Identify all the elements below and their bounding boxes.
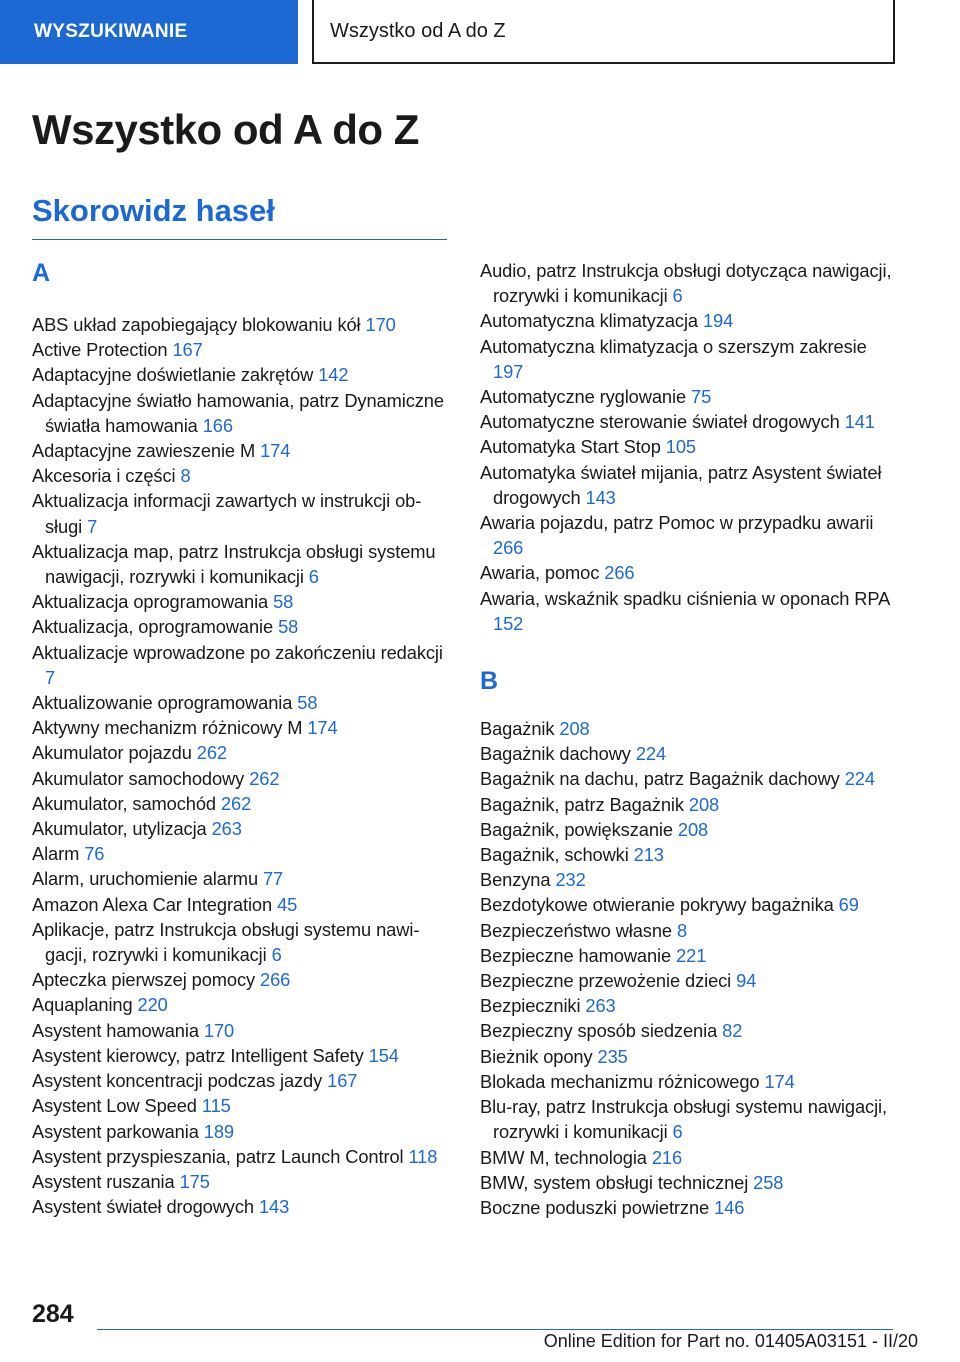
index-entry: [480, 560, 898, 585]
index-entry: [32, 841, 450, 866]
index-entry: [32, 539, 450, 589]
index-entry-page-link[interactable]: 6: [308, 566, 319, 588]
index-entry: [480, 586, 898, 636]
index-entry-text: Automatyczna klimatyzacja: [480, 310, 703, 332]
index-entry-page-link[interactable]: 69: [838, 894, 859, 916]
index-entry-text: Aktualizacje wprowadzone po zakończeniu redakcji: [32, 641, 443, 663]
index-entry-text: Akumulator, utylizacja: [32, 818, 212, 840]
index-entry: [32, 488, 450, 538]
index-entry-page-link[interactable]: 8: [676, 919, 688, 941]
index-entry-page-link[interactable]: 6: [672, 1121, 683, 1143]
index-entry-page-link[interactable]: 235: [597, 1045, 628, 1067]
index-entry-text: Akumulator, samochód: [32, 792, 221, 814]
header-chapter-label: Wszystko od A do Z: [330, 19, 506, 42]
index-list-a-right: [480, 258, 898, 636]
index-entry-text: Apteczka pierwszej pomocy: [32, 969, 261, 991]
index-entry: [32, 816, 450, 841]
index-entry-page-link[interactable]: 208: [559, 718, 590, 740]
index-entry-page-link[interactable]: 152: [493, 612, 524, 634]
index-entry-text: Asystent Low Speed: [32, 1095, 202, 1117]
footer-divider: [97, 1329, 893, 1330]
index-entry-text: Asystent świateł drogowych: [32, 1196, 259, 1218]
index-entry: [480, 384, 898, 409]
index-entry: [32, 1068, 450, 1093]
index-entry: [32, 892, 450, 917]
index-entry: [32, 766, 450, 791]
index-entry-text: Automatyczne sterowanie świateł drogowych: [480, 411, 845, 433]
index-entry-page-link[interactable]: 154: [368, 1044, 399, 1066]
index-entry-text: Awaria, pomoc: [480, 562, 605, 584]
index-entry-page-link[interactable]: 208: [688, 793, 720, 815]
index-entry-page-link[interactable]: 58: [278, 616, 299, 638]
index-entry-page-link[interactable]: 7: [87, 515, 98, 537]
index-entry-page-link[interactable]: 266: [604, 562, 635, 584]
index-entry: [32, 388, 450, 438]
index-entry: [480, 716, 898, 741]
index-entry-page-link[interactable]: 6: [271, 944, 282, 966]
index-entry-text: Alarm, uruchomienie alarmu: [32, 868, 263, 890]
index-entry-text: BMW, system obsługi technicznej: [480, 1171, 754, 1193]
index-entry: [480, 510, 898, 560]
index-entry-text: Asystent ruszania: [32, 1170, 180, 1192]
index-entry: [32, 791, 450, 816]
index-entry-text: Akumulator pojazdu: [32, 742, 197, 764]
index-entry: [32, 1018, 450, 1043]
index-entry-text: Bagażnik: [480, 718, 560, 740]
index-entry-page-link[interactable]: 8: [180, 465, 191, 487]
index-entry: [480, 1145, 898, 1170]
index-entry-page-link[interactable]: 6: [672, 285, 683, 307]
index-entry-text: Asystent parkowania: [32, 1120, 204, 1142]
index-entry-text: Bagażnik na dachu, patrz Bagażnik dachowy: [480, 768, 845, 790]
header-chapter-title: [312, 0, 895, 64]
section-divider: [32, 239, 447, 240]
index-entry-text: ABS układ zapobiegający blokowaniu kół: [32, 314, 366, 335]
letter-heading-b: B: [480, 667, 499, 696]
letter-heading-a: A: [32, 259, 51, 287]
index-entry: [480, 409, 898, 434]
index-entry-page-link[interactable]: 7: [45, 666, 56, 688]
index-entry: [480, 1094, 898, 1144]
index-entry-page-link[interactable]: 266: [493, 537, 524, 559]
index-entry-page-link[interactable]: 262: [249, 767, 280, 789]
index-entry: [32, 362, 450, 387]
index-entry-text: Aktualizacja, oprogramowanie: [32, 616, 279, 638]
index-entry-text: Asystent hamowania: [32, 1019, 204, 1041]
index-entry: [32, 589, 450, 614]
index-entry-page-link[interactable]: 118: [408, 1145, 438, 1167]
index-entry-page-link[interactable]: 143: [258, 1196, 290, 1218]
index-entry: [480, 460, 898, 510]
index-entry: [32, 1194, 450, 1219]
index-entry: [32, 640, 450, 690]
index-entry: [32, 1169, 450, 1194]
index-entry-text: Blu-ray, patrz Instrukcja obsługi systemu nawigacji, rozrywki i komunikacji: [480, 1096, 887, 1143]
index-entry-text: Bezdotykowe otwieranie pokrywy bagażnika: [480, 894, 839, 916]
index-entry-page-link[interactable]: 224: [635, 743, 667, 765]
index-entry-text: Aktualizacja oprogramowania: [32, 591, 274, 613]
index-entry-page-link[interactable]: 224: [844, 768, 875, 790]
index-entry-page-link[interactable]: 45: [277, 893, 298, 915]
index-entry-text: Aktualizacja informacji zawartych w instrukcji obsługi: [32, 490, 422, 537]
index-entry-text: Aktywny mechanizm różnicowy M: [32, 717, 308, 739]
index-entry-page-link[interactable]: 263: [585, 995, 616, 1017]
index-entry-page-link[interactable]: 220: [137, 994, 168, 1016]
index-entry-page-link[interactable]: 221: [676, 944, 707, 966]
index-entry-text: Aquaplaning: [32, 994, 138, 1016]
index-entry-text: Benzyna: [480, 869, 556, 891]
index-entry-text: Alarm: [32, 843, 85, 865]
index-entry-page-link[interactable]: 262: [220, 792, 252, 814]
index-entry-page-link[interactable]: 115: [201, 1095, 231, 1117]
header-tab-search[interactable]: [0, 0, 298, 64]
index-entry-text: Akcesoria i części: [32, 465, 181, 487]
index-entry-page-link[interactable]: 58: [297, 692, 318, 714]
index-entry-page-link[interactable]: 143: [585, 486, 616, 508]
index-entry-text: Bagażnik, schowki: [480, 844, 634, 866]
index-column-left: [32, 258, 450, 1219]
index-entry-text: Asystent kierowcy, patrz Intelligent Safety: [32, 1044, 369, 1066]
index-entry-page-link[interactable]: 141: [844, 411, 875, 433]
index-entry-text: Automatyczna klimatyzacja o szerszym zakresie: [480, 335, 867, 357]
index-entry: [480, 308, 898, 333]
index-entry: [480, 766, 898, 791]
index-list-a-left: [32, 312, 450, 1219]
index-entry-text: Bagażnik, powiększanie: [480, 818, 678, 840]
index-entry-text: Bieżnik opony: [480, 1045, 598, 1067]
index-entry-text: Adaptacyjne zawieszenie M: [32, 440, 261, 462]
index-entry-page-link[interactable]: 232: [555, 869, 586, 891]
index-entry-page-link[interactable]: 76: [84, 843, 105, 865]
index-entry-text: Bezpieczny sposób siedzenia: [480, 1020, 723, 1042]
index-entry-page-link[interactable]: 82: [722, 1020, 743, 1042]
index-entry-text: Asystent koncentracji podczas jazdy: [32, 1070, 328, 1092]
index-entry: [32, 715, 450, 740]
index-entry: [32, 740, 450, 765]
index-entry: [480, 1069, 898, 1094]
page-title: Wszystko od A do Z: [32, 106, 419, 153]
page-number: 284: [32, 1300, 74, 1328]
index-entry-text: Akumulator samochodowy: [32, 767, 250, 789]
index-entry-page-link[interactable]: 266: [260, 969, 291, 991]
index-entry-text: Automatyka Start Stop: [480, 436, 666, 458]
index-entry: [32, 992, 450, 1017]
index-entry: [480, 741, 898, 766]
index-entry: [480, 892, 898, 917]
index-entry: [32, 1119, 450, 1144]
index-entry: [32, 337, 450, 362]
index-entry: [480, 867, 898, 892]
index-entry-page-link[interactable]: 170: [203, 1019, 235, 1041]
index-entry-page-link[interactable]: 58: [273, 591, 294, 613]
index-list-b: [480, 716, 898, 1220]
index-entry-page-link[interactable]: 105: [665, 436, 696, 458]
index-entry-text: BMW M, technologia: [480, 1146, 652, 1168]
index-entry-text: Aktualizowanie oprogramowania: [32, 692, 298, 714]
index-entry-page-link[interactable]: 263: [211, 818, 242, 840]
index-entry-page-link[interactable]: 75: [691, 386, 712, 408]
index-entry-text: Automatyka świateł mijania, patrz Asystent świateł drogowych: [480, 461, 882, 508]
index-entry-text: Adaptacyjne doświetlanie zakrętów: [32, 364, 319, 386]
index-entry: [480, 817, 898, 842]
index-entry-page-link[interactable]: 170: [365, 314, 396, 335]
index-entry-page-link[interactable]: 197: [493, 360, 524, 382]
index-entry: [480, 842, 898, 867]
index-entry: [480, 1044, 898, 1069]
index-entry: [32, 1043, 450, 1068]
index-entry: [32, 1144, 450, 1169]
index-entry-text: Amazon Alexa Car Integration: [32, 893, 278, 915]
index-entry: [480, 1170, 898, 1195]
index-entry-page-link[interactable]: 189: [203, 1120, 234, 1142]
index-entry-page-link[interactable]: 208: [677, 818, 709, 840]
index-entry: [32, 690, 450, 715]
index-entry-text: Bezpieczniki: [480, 995, 586, 1017]
index-entry-page-link[interactable]: 146: [714, 1196, 745, 1218]
index-entry: [32, 967, 450, 992]
index-entry-page-link[interactable]: 77: [262, 868, 284, 890]
index-entry: [480, 792, 898, 817]
index-entry: [32, 917, 450, 967]
index-entry-text: Bagażnik, patrz Bagażnik: [480, 793, 689, 815]
index-entry-text: Blokada mechanizmu różnicowego: [480, 1070, 765, 1092]
index-column-right: [480, 258, 898, 1220]
index-entry: [32, 312, 450, 337]
index-entry: [480, 1018, 898, 1043]
index-entry-page-link[interactable]: 142: [318, 364, 349, 386]
index-entry-page-link[interactable]: 174: [764, 1070, 795, 1092]
index-entry: [32, 463, 450, 488]
index-entry-page-link[interactable]: 213: [633, 844, 664, 866]
index-entry-page-link[interactable]: 167: [327, 1070, 358, 1092]
index-entry: [480, 258, 898, 308]
footer-edition-text: Online Edition for Part no. 01405A03151 - II/20: [543, 1331, 918, 1351]
index-entry: [32, 866, 450, 891]
header-tab-label: WYSZUKIWANIE: [34, 21, 188, 42]
index-entry-text: Bagażnik dachowy: [480, 743, 636, 765]
index-entry-text: Boczne poduszki powietrzne: [480, 1196, 715, 1218]
index-entry: [480, 918, 898, 943]
index-entry: [480, 943, 898, 968]
index-entry-page-link[interactable]: 166: [202, 414, 233, 436]
index-entry: [32, 1093, 450, 1118]
index-entry: [480, 968, 898, 993]
index-entry: [480, 993, 898, 1018]
index-entry: [32, 438, 450, 463]
index-entry: [480, 434, 898, 459]
index-entry-text: Automatyczne ryglowanie: [480, 386, 691, 408]
index-entry-text: Audio, patrz Instrukcja obsługi dotycząca nawigacji, rozrywki i komunikacji: [480, 260, 892, 307]
index-entry-text: Active Protection: [32, 339, 173, 361]
index-entry-page-link[interactable]: 194: [702, 310, 734, 332]
index-entry-page-link[interactable]: 175: [179, 1170, 210, 1192]
index-entry-page-link[interactable]: 174: [307, 717, 338, 739]
index-entry: [32, 614, 450, 639]
index-entry-text: Aktualizacja map, patrz Instrukcja obsługi systemu nawigacji, rozrywki i komunikacji: [32, 540, 436, 588]
index-entry-page-link[interactable]: 258: [753, 1171, 784, 1193]
index-entry-text: Bezpieczeństwo własne: [480, 919, 677, 941]
section-title: Skorowidz haseł: [32, 193, 275, 228]
index-entry-text: Asystent przyspieszania, patrz Launch Control: [32, 1145, 409, 1167]
index-entry-text: Awaria pojazdu, patrz Pomoc w przypadku awarii: [480, 512, 874, 534]
index-entry-text: Bezpieczne przewożenie dzieci: [480, 970, 737, 992]
index-entry-page-link[interactable]: 167: [172, 339, 203, 361]
index-entry-page-link[interactable]: 174: [260, 440, 291, 462]
index-entry-text: Awaria, wskaźnik spadku ciśnienia w oponach RPA: [480, 587, 890, 609]
index-entry: [480, 334, 898, 384]
index-entry-text: Aplikacje, patrz Instrukcja obsługi systemu nawigacji, rozrywki i komunikacji: [32, 918, 420, 966]
index-entry-text: Bezpieczne hamowanie: [480, 944, 677, 966]
index-entry-page-link[interactable]: 94: [736, 970, 757, 992]
index-entry-page-link[interactable]: 216: [651, 1146, 683, 1168]
index-entry: [480, 1195, 898, 1220]
index-entry-page-link[interactable]: 262: [196, 742, 227, 764]
index-entry-text: Adaptacyjne światło hamowania, patrz Dynamiczne światła hamowania: [32, 389, 444, 436]
